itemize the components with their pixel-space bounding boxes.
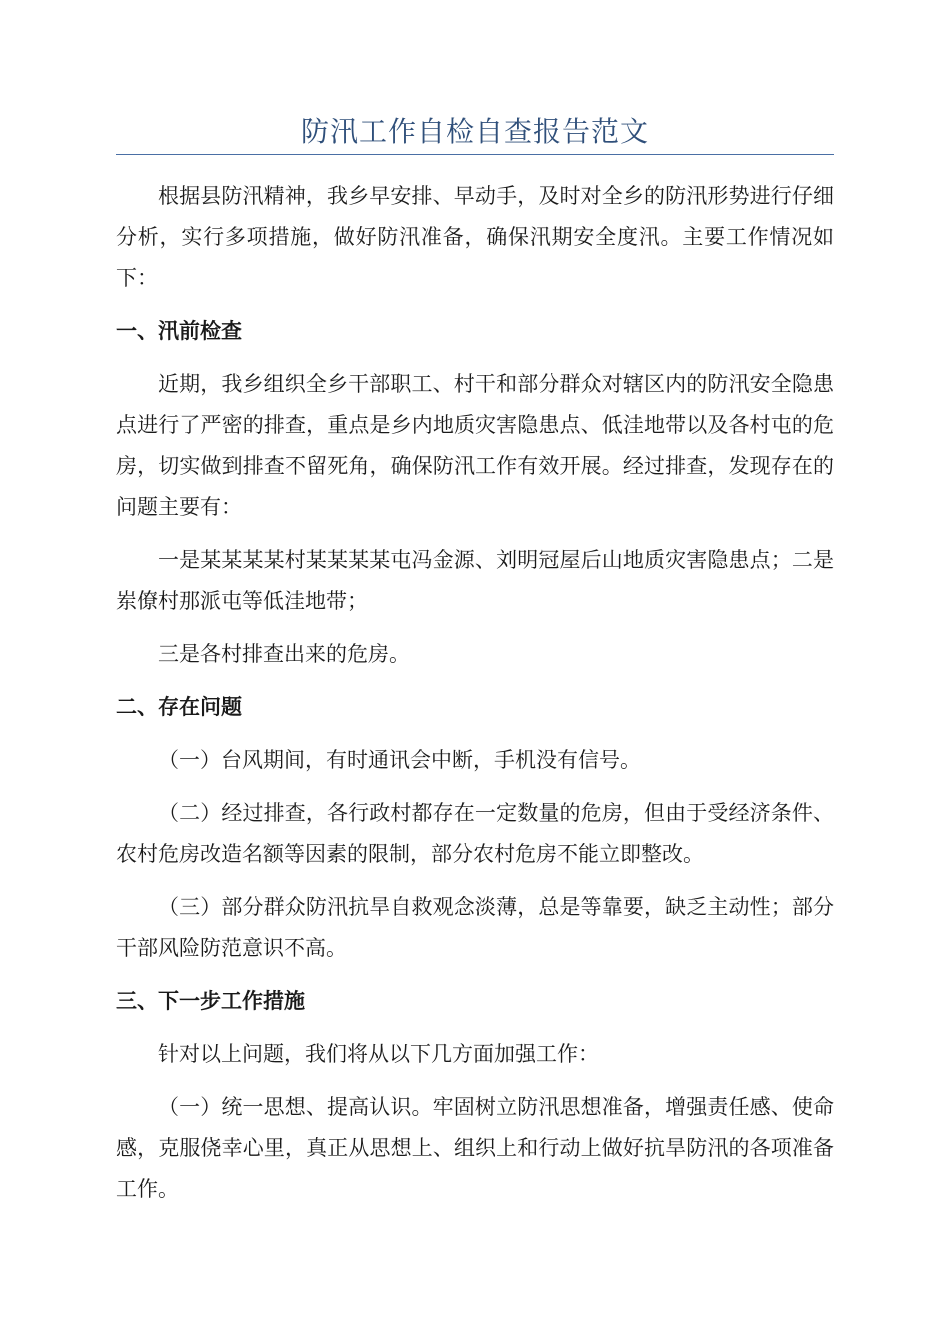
problem-item-1: （一）台风期间，有时通讯会中断，手机没有信号。 (158, 748, 641, 772)
section-heading-next-steps: 三、下一步工作措施 (116, 989, 305, 1013)
title-underline (116, 154, 834, 155)
next-steps-intro: 针对以上问题，我们将从以下几方面加强工作： (158, 1042, 599, 1066)
problem-item-2: （二）经过排查，各行政村都存在一定数量的危房，但由于受经济条件、农村危房改造名额等因素的限制，部分农村危房不能立即整改。 (116, 801, 834, 866)
intro-paragraph: 根据县防汛精神，我乡早安排、早动手，及时对全乡的防汛形势进行仔细分析，实行多项措施，做好防汛准备，确保汛期安全度汛。主要工作情况如下： (116, 184, 834, 290)
problem-item-3: （三）部分群众防汛抗旱自救观念淡薄，总是等靠要，缺乏主动性；部分干部风险防范意识不高。 (116, 895, 834, 960)
measure-item-1: （一）统一思想、提高认识。牢固树立防汛思想准备，增强责任感、使命感，克服侥幸心里，真正从思想上、组织上和行动上做好抗旱防汛的各项准备工作。 (116, 1095, 834, 1201)
section-heading-problems: 二、存在问题 (116, 695, 242, 719)
section-heading-pre-flood-check: 一、汛前检查 (116, 319, 242, 343)
pre-flood-check-paragraph: 近期，我乡组织全乡干部职工、村干和部分群众对辖区内的防汛安全隐患点进行了严密的排查，重点是乡内地质灾害隐患点、低洼地带以及各村屯的危房，切实做到排查不留死角，确保防汛工作有效开展。经过排查，发现存在的问题主要有： (116, 372, 834, 519)
issue-item-3: 三是各村排查出来的危房。 (158, 642, 410, 666)
issue-item-1 (116, 540, 834, 622)
document-title: 防汛工作自检自查报告范文 (300, 115, 649, 148)
issue-item-2-text: 二是岽僚村那派屯等低洼地带； (116, 548, 835, 613)
issue-item-1-text: 一是某某某某村某某某某屯冯金源、刘明冠屋后山地质灾害隐患点； (158, 548, 792, 572)
